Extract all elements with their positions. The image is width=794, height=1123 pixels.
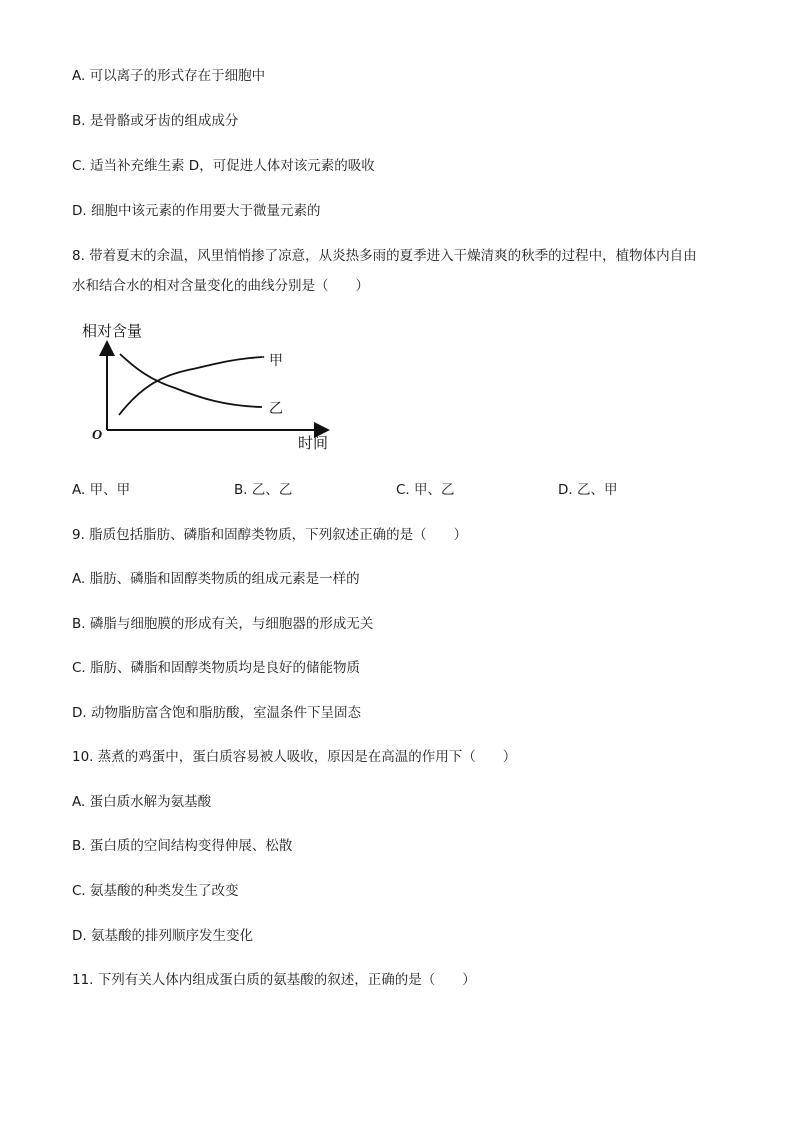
q9-option-a: A. 脂肪、磷脂和固醇类物质的组成元素是一样的 [72,571,360,587]
q8-option-a: A. 甲、甲 [72,482,131,498]
q11-stem: 11. 下列有关人体内组成蛋白质的氨基酸的叙述，正确的是（ ） [72,972,476,988]
q9-option-c: C. 脂肪、磷脂和固醇类物质均是良好的储能物质 [72,660,361,676]
q8-option-b: B. 乙、乙 [234,482,293,498]
q10-option-b: B. 蛋白质的空间结构变得伸展、松散 [72,838,293,854]
q9-option-d: D. 动物脂肪富含饱和脂肪酸，室温条件下呈固态 [72,705,361,721]
figure-origin: O [92,428,103,443]
q7-option-b: B. 是骨骼或牙齿的组成成分 [72,113,239,129]
q9-option-b: B. 磷脂与细胞膜的形成有关，与细胞器的形成无关 [72,616,374,632]
curve-yi-label: 乙 [269,400,283,416]
q8-option-c: C. 甲、乙 [396,482,455,498]
q10-stem: 10. 蒸煮的鸡蛋中，蛋白质容易被人吸收，原因是在高温的作用下（ ） [72,749,517,765]
q7-option-d: D. 细胞中该元素的作用要大于微量元素的 [72,203,321,219]
curve-jia-label: 甲 [269,352,283,368]
figure-xlabel: 时间 [298,435,329,452]
q9-stem: 9. 脂质包括脂肪、磷脂和固醇类物质，下列叙述正确的是（ ） [72,527,468,543]
q7-option-a: A. 可以离子的形式存在于细胞中 [72,68,266,84]
q8-stem-line2: 水和结合水的相对含量变化的曲线分别是（ ） [72,278,369,294]
curve-yi [120,354,262,407]
q8-option-d: D. 乙、甲 [558,482,618,498]
q10-option-a: A. 蛋白质水解为氨基酸 [72,794,212,810]
figure-ylabel: 相对含量 [82,323,143,340]
q8-figure [80,318,350,458]
q10-option-c: C. 氨基酸的种类发生了改变 [72,883,239,899]
q8-stem-line1: 8. 带着夏末的余温，风里悄悄掺了凉意，从炎热多雨的夏季进入干燥清爽的秋季的过程中，植物体内自由 [72,248,697,264]
q10-option-d: D. 氨基酸的排列顺序发生变化 [72,928,253,944]
q7-option-c: C. 适当补充维生素 D，可促进人体对该元素的吸收 [72,158,375,174]
